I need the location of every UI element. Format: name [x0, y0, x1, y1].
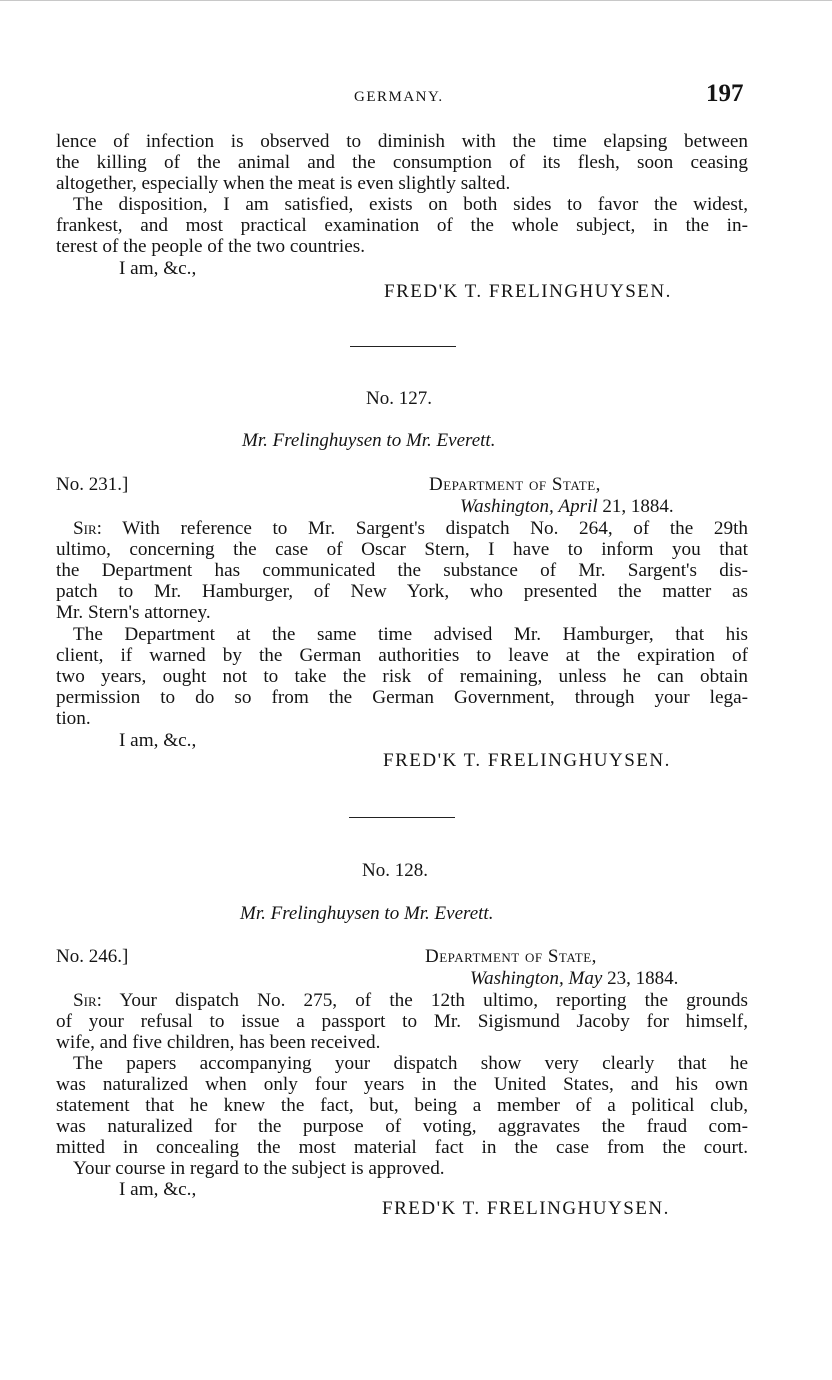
text-line: frankest, and most practical examination of the whole subject, in the in- [56, 215, 748, 236]
closing-line: I am, &c., [119, 1179, 197, 1200]
document-number: No. 128. [362, 860, 428, 881]
text-line: was naturalized when only four years in the United States, and his own [56, 1074, 748, 1095]
closing-line: I am, &c., [119, 730, 197, 751]
dateline [460, 496, 674, 518]
letter-heading: Mr. Frelinghuysen to Mr. Everett. [240, 903, 494, 924]
department-line: Department of State, [425, 946, 597, 967]
text-line: statement that he knew the fact, but, being a member of a political club, [56, 1095, 748, 1116]
text-line: of your refusal to issue a passport to Mr. Sigismund Jacoby for himself, [56, 1011, 748, 1032]
text-line: Mr. Stern's attorney. [56, 602, 211, 623]
letter-128-paragraph-2 [56, 1053, 748, 1158]
text-line: lence of infection is observed to diminish with the time elapsing between [56, 131, 748, 152]
salutation: Sir: [73, 990, 103, 1011]
date-place: Washington, [460, 496, 554, 517]
letter-127-paragraph-1 [56, 518, 748, 623]
text-line: Sir: With reference to Mr. Sargent's dispatch No. 264, of the 29th [73, 518, 748, 539]
page-top-edge [0, 0, 832, 1]
date-month: April [558, 496, 598, 517]
signature: FRED'K T. FRELINGHUYSEN. [384, 281, 672, 302]
dateline [470, 968, 678, 990]
signature: FRED'K T. FRELINGHUYSEN. [382, 1198, 670, 1219]
text-line: was naturalized for the purpose of voting, aggravates the fraud com- [56, 1116, 748, 1137]
text-line: tion. [56, 708, 91, 729]
text-line: The Department at the same time advised Mr. Hamburger, that his [73, 624, 748, 645]
text-line: The disposition, I am satisfied, exists on both sides to favor the widest, [73, 194, 748, 215]
text-line: terest of the people of the two countries. [56, 236, 366, 257]
date-day-year: 21, 1884. [602, 496, 674, 517]
text-line: Sir: Your dispatch No. 275, of the 12th ultimo, reporting the grounds [73, 990, 748, 1011]
salutation: Sir: [73, 518, 103, 539]
text-line: two years, ought not to take the risk of remaining, unless he can obtain [56, 666, 748, 687]
continued-paragraph-1 [56, 131, 748, 194]
text-line: patch to Mr. Hamburger, of New York, who presented the matter as [56, 581, 748, 602]
continued-paragraph-2 [56, 194, 748, 257]
date-place: Washington, [470, 968, 564, 989]
text-line: wife, and five children, has been received. [56, 1032, 381, 1053]
text-line: Your course in regard to the subject is approved. [73, 1158, 445, 1179]
date-month: May [568, 968, 603, 989]
text-line: client, if warned by the German authorities to leave at the expiration of [56, 645, 748, 666]
text-line: mitted in concealing the most material fact in the case from the court. [56, 1137, 748, 1158]
letter-128-paragraph-3 [56, 1158, 748, 1179]
running-header-title: GERMANY. [354, 89, 444, 105]
letter-127-paragraph-2 [56, 624, 748, 729]
letter-heading: Mr. Frelinghuysen to Mr. Everett. [242, 430, 496, 451]
dispatch-reference: No. 246.] [56, 946, 129, 967]
text-line: ultimo, concerning the case of Oscar Stern, I have to inform you that [56, 539, 748, 560]
signature: FRED'K T. FRELINGHUYSEN. [383, 750, 671, 771]
text-line: permission to do so from the German Government, through your lega- [56, 687, 748, 708]
section-divider [350, 346, 456, 347]
page-number: 197 [706, 80, 744, 107]
text-line: The papers accompanying your dispatch show very clearly that he [73, 1053, 748, 1074]
document-number: No. 127. [366, 388, 432, 409]
letter-128-paragraph-1 [56, 990, 748, 1053]
date-day-year: 23, 1884. [607, 968, 679, 989]
text-line: the killing of the animal and the consumption of its flesh, soon ceasing [56, 152, 748, 173]
closing-line: I am, &c., [119, 258, 197, 279]
text-line: altogether, especially when the meat is even slightly salted. [56, 173, 511, 194]
department-line: Department of State, [429, 474, 601, 495]
section-divider [349, 817, 455, 818]
dispatch-reference: No. 231.] [56, 474, 129, 495]
text-line: the Department has communicated the substance of Mr. Sargent's dis- [56, 560, 748, 581]
